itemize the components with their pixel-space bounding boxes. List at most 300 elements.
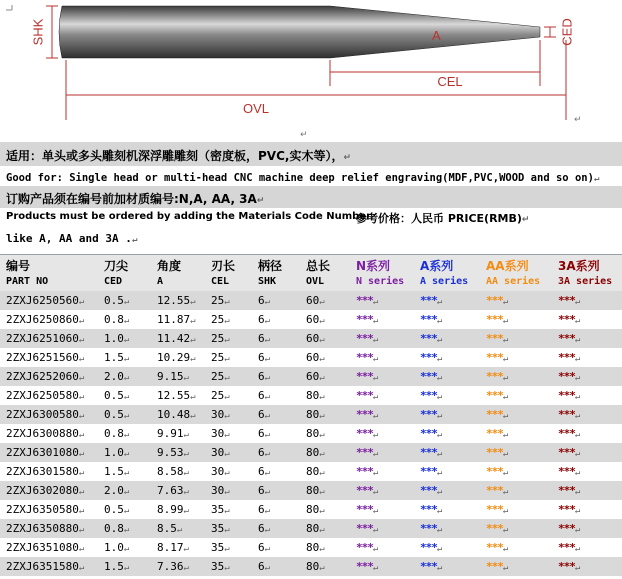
cell-ced-text: 1.5 bbox=[104, 465, 124, 478]
return-mark-icon: ↵ bbox=[436, 544, 443, 554]
cell-3a-series-price bbox=[552, 538, 622, 557]
cell-3a-series-price bbox=[552, 557, 622, 576]
return-mark-icon: ↵ bbox=[372, 335, 379, 345]
cell-shk-text: 6 bbox=[258, 408, 265, 421]
return-mark-icon: ↵ bbox=[319, 316, 325, 326]
cell-ovl-text: 60 bbox=[306, 294, 320, 307]
return-mark-icon: ↵ bbox=[78, 411, 85, 421]
return-mark-icon: ↵ bbox=[319, 563, 325, 573]
return-mark-icon: ↵ bbox=[319, 525, 325, 535]
table-row bbox=[0, 462, 622, 481]
cell-n-series-price-text: *** bbox=[356, 560, 373, 573]
return-mark-icon: ↵ bbox=[372, 468, 379, 478]
cell-aa-series-price bbox=[480, 386, 552, 405]
return-mark-icon: ↵ bbox=[190, 335, 196, 345]
cell-part-no bbox=[0, 462, 98, 481]
cell-n-series-price-text: *** bbox=[356, 370, 373, 383]
cell-angle bbox=[151, 424, 205, 443]
return-mark-icon: ↵ bbox=[436, 487, 443, 497]
cell-part-no bbox=[0, 348, 98, 367]
cell-angle-text: 8.17 bbox=[157, 541, 184, 554]
cell-3a-series-price bbox=[552, 348, 622, 367]
cell-a-series-price-text: *** bbox=[420, 522, 437, 535]
cell-part-no-text: 2ZXJ6302080 bbox=[6, 484, 79, 497]
cell-aa-series-price-text: *** bbox=[486, 351, 503, 364]
return-mark-icon: ↵ bbox=[190, 354, 196, 364]
cell-cel bbox=[205, 291, 252, 310]
return-mark-icon: ↵ bbox=[264, 392, 271, 402]
cell-shk bbox=[252, 310, 300, 329]
return-mark-icon: ↵ bbox=[123, 297, 130, 307]
return-mark-icon: ↵ bbox=[436, 449, 443, 459]
return-mark-icon: ↵ bbox=[319, 506, 325, 516]
cell-a-series-price bbox=[414, 348, 480, 367]
cell-n-series-price-text: *** bbox=[356, 408, 373, 421]
cell-3a-series-price bbox=[552, 310, 622, 329]
cell-ovl bbox=[300, 367, 350, 386]
cell-ovl bbox=[300, 519, 350, 538]
cell-angle bbox=[151, 386, 205, 405]
cell-part-no-text: 2ZXJ6300880 bbox=[6, 427, 79, 440]
ovl-label: OVL bbox=[242, 101, 270, 116]
header-ced-en: CED bbox=[104, 276, 123, 287]
cell-angle bbox=[151, 462, 205, 481]
cell-part-no bbox=[0, 329, 98, 348]
cell-a-series-price bbox=[414, 557, 480, 576]
cell-ced bbox=[98, 310, 151, 329]
return-mark-icon: ↵ bbox=[372, 354, 379, 364]
return-mark-icon: ↵ bbox=[224, 563, 230, 573]
header-ovl-cn: 总长 bbox=[306, 259, 331, 273]
cell-a-series-price-text: *** bbox=[420, 446, 437, 459]
cell-part-no bbox=[0, 424, 98, 443]
return-mark-icon: ↵ bbox=[436, 373, 443, 383]
return-mark-icon: ↵ bbox=[436, 354, 443, 364]
cell-n-series-price-text: *** bbox=[356, 522, 373, 535]
cell-a-series-price-text: *** bbox=[420, 408, 437, 421]
cell-aa-series-price-text: *** bbox=[486, 541, 503, 554]
cell-angle-text: 10.29 bbox=[157, 351, 191, 364]
cell-shk-text: 6 bbox=[258, 427, 265, 440]
return-mark-icon: ↵ bbox=[574, 354, 581, 364]
cell-aa-series-price-text: *** bbox=[486, 313, 503, 326]
return-mark-icon: ↵ bbox=[224, 544, 230, 554]
cell-shk-text: 6 bbox=[258, 465, 265, 478]
shk-dimension bbox=[46, 6, 58, 58]
cell-ced bbox=[98, 538, 151, 557]
cell-ovl bbox=[300, 329, 350, 348]
return-mark-icon: ↵ bbox=[224, 430, 230, 440]
header-aa-en: AA series bbox=[486, 276, 541, 287]
cell-ced-text: 2.0 bbox=[104, 484, 124, 497]
return-mark-icon: ↵ bbox=[319, 335, 325, 345]
cell-cel-text: 30 bbox=[211, 408, 225, 421]
cell-n-series-price bbox=[350, 386, 414, 405]
cell-aa-series-price bbox=[480, 557, 552, 576]
cell-angle bbox=[151, 291, 205, 310]
cell-aa-series-price bbox=[480, 310, 552, 329]
cell-ced-text: 1.5 bbox=[104, 351, 124, 364]
cell-3a-series-price bbox=[552, 462, 622, 481]
return-mark-icon: ↵ bbox=[372, 525, 379, 535]
cell-ovl bbox=[300, 500, 350, 519]
return-mark-icon: ↵ bbox=[190, 297, 196, 307]
cell-angle-text: 12.55 bbox=[157, 294, 191, 307]
header-shk-en: SHK bbox=[258, 276, 277, 287]
cell-a-series-price-text: *** bbox=[420, 503, 437, 516]
cell-a-series-price bbox=[414, 500, 480, 519]
return-mark-icon: ↵ bbox=[319, 487, 325, 497]
cell-part-no bbox=[0, 367, 98, 386]
cell-aa-series-price-text: *** bbox=[486, 389, 503, 402]
table-row bbox=[0, 424, 622, 443]
cell-3a-series-price bbox=[552, 481, 622, 500]
cell-3a-series-price bbox=[552, 500, 622, 519]
cell-n-series-price-text: *** bbox=[356, 446, 373, 459]
cell-angle-text: 11.42 bbox=[157, 332, 191, 345]
cell-a-series-price-text: *** bbox=[420, 541, 437, 554]
order-cn: 订购产品须在编号前加材质编号:N,A, AA, 3A↵ bbox=[6, 192, 265, 206]
cell-angle bbox=[151, 329, 205, 348]
cell-3a-series-price bbox=[552, 329, 622, 348]
cell-3a-series-price-text: *** bbox=[558, 370, 575, 383]
cell-ovl-text: 80 bbox=[306, 484, 320, 497]
return-mark-icon: ↵ bbox=[264, 297, 271, 307]
cell-a-series-price bbox=[414, 481, 480, 500]
header-a-en: A series bbox=[420, 276, 469, 287]
cell-aa-series-price-text: *** bbox=[486, 370, 503, 383]
return-mark-icon: ↵ bbox=[372, 392, 379, 402]
cell-3a-series-price bbox=[552, 367, 622, 386]
header-3a-en: 3A series bbox=[558, 276, 613, 287]
return-mark-icon: ↵ bbox=[502, 354, 509, 364]
cell-part-no bbox=[0, 481, 98, 500]
return-mark-icon: ↵ bbox=[78, 506, 85, 516]
cell-part-no bbox=[0, 405, 98, 424]
cell-angle-text: 9.53 bbox=[157, 446, 184, 459]
cell-ovl-text: 60 bbox=[306, 370, 320, 383]
cell-part-no bbox=[0, 310, 98, 329]
return-mark-icon: ↵ bbox=[372, 316, 379, 326]
return-mark-icon: ↵ bbox=[78, 392, 85, 402]
cell-a-series-price bbox=[414, 538, 480, 557]
table-row bbox=[0, 519, 622, 538]
cell-angle bbox=[151, 405, 205, 424]
cell-part-no-text: 2ZXJ6350580 bbox=[6, 503, 79, 516]
return-mark-icon: ↵ bbox=[574, 115, 582, 125]
return-mark-icon: ↵ bbox=[123, 373, 130, 383]
header-n-en: N series bbox=[356, 276, 405, 287]
header-angle-cn: 角度 bbox=[157, 259, 182, 273]
return-mark-icon: ↵ bbox=[372, 449, 379, 459]
return-mark-icon: ↵ bbox=[224, 449, 230, 459]
return-mark-icon: ↵ bbox=[502, 506, 509, 516]
header-part-cn: 编号 bbox=[6, 259, 31, 273]
cell-3a-series-price-text: *** bbox=[558, 541, 575, 554]
table-row bbox=[0, 405, 622, 424]
cell-ced bbox=[98, 386, 151, 405]
return-mark-icon: ↵ bbox=[224, 316, 230, 326]
apply-cn: 适用：单头或多头雕刻机深浮雕雕刻（密度板，PVC,实木等），↵ bbox=[6, 149, 351, 163]
cell-aa-series-price bbox=[480, 424, 552, 443]
return-mark-icon: ↵ bbox=[502, 563, 509, 573]
cell-part-no-text: 2ZXJ6350880 bbox=[6, 522, 79, 535]
cell-ced-text: 0.8 bbox=[104, 313, 124, 326]
cell-shk bbox=[252, 462, 300, 481]
return-mark-icon: ↵ bbox=[183, 449, 189, 459]
return-mark-icon: ↵ bbox=[264, 449, 271, 459]
cell-angle bbox=[151, 443, 205, 462]
header-cel-cn: 刃长 bbox=[211, 259, 236, 273]
cell-ced bbox=[98, 405, 151, 424]
cell-a-series-price bbox=[414, 291, 480, 310]
return-mark-icon: ↵ bbox=[224, 411, 230, 421]
return-mark-icon: ↵ bbox=[319, 449, 325, 459]
cell-cel-text: 35 bbox=[211, 503, 225, 516]
return-mark-icon: ↵ bbox=[123, 392, 130, 402]
return-mark-icon: ↵ bbox=[436, 392, 443, 402]
cell-ovl-text: 80 bbox=[306, 427, 320, 440]
return-mark-icon: ↵ bbox=[78, 316, 85, 326]
cell-cel-text: 35 bbox=[211, 522, 225, 535]
return-mark-icon: ↵ bbox=[574, 297, 581, 307]
return-mark-icon: ↵ bbox=[502, 411, 509, 421]
return-mark-icon: ↵ bbox=[264, 411, 271, 421]
cell-a-series-price-text: *** bbox=[420, 370, 437, 383]
cell-shk bbox=[252, 500, 300, 519]
cell-n-series-price bbox=[350, 367, 414, 386]
cell-ovl-text: 60 bbox=[306, 332, 320, 345]
cell-n-series-price-text: *** bbox=[356, 465, 373, 478]
return-mark-icon: ↵ bbox=[319, 544, 325, 554]
header-a-cn: A系列 bbox=[420, 259, 454, 273]
cell-ovl-text: 80 bbox=[306, 541, 320, 554]
table-row bbox=[0, 291, 622, 310]
cell-ovl bbox=[300, 405, 350, 424]
cell-ovl-text: 80 bbox=[306, 560, 320, 573]
cell-a-series-price bbox=[414, 329, 480, 348]
cell-cel bbox=[205, 405, 252, 424]
cell-3a-series-price-text: *** bbox=[558, 351, 575, 364]
return-mark-icon: ↵ bbox=[436, 563, 443, 573]
cell-3a-series-price-text: *** bbox=[558, 294, 575, 307]
table-row bbox=[0, 310, 622, 329]
cell-ovl bbox=[300, 557, 350, 576]
return-mark-icon: ↵ bbox=[183, 563, 189, 573]
spec-table bbox=[0, 291, 622, 576]
return-mark-icon: ↵ bbox=[183, 544, 189, 554]
return-mark-icon: ↵ bbox=[574, 411, 581, 421]
return-mark-icon: ↵ bbox=[574, 563, 581, 573]
cell-3a-series-price-text: *** bbox=[558, 332, 575, 345]
cell-angle-text: 10.48 bbox=[157, 408, 191, 421]
cell-part-no-text: 2ZXJ6300580 bbox=[6, 408, 79, 421]
angle-a-label: A bbox=[432, 28, 441, 43]
cell-aa-series-price-text: *** bbox=[486, 560, 503, 573]
table-row bbox=[0, 329, 622, 348]
cell-angle bbox=[151, 310, 205, 329]
cell-angle-text: 9.91 bbox=[157, 427, 184, 440]
return-mark-icon: ↵ bbox=[372, 563, 379, 573]
cell-n-series-price-text: *** bbox=[356, 294, 373, 307]
cell-cel-text: 30 bbox=[211, 427, 225, 440]
cell-shk-text: 6 bbox=[258, 560, 265, 573]
cell-3a-series-price bbox=[552, 519, 622, 538]
return-mark-icon: ↵ bbox=[224, 373, 230, 383]
cell-cel bbox=[205, 481, 252, 500]
cell-ced-text: 1.0 bbox=[104, 446, 124, 459]
return-mark-icon: ↵ bbox=[264, 354, 271, 364]
cell-ced bbox=[98, 481, 151, 500]
cell-cel bbox=[205, 310, 252, 329]
return-mark-icon: ↵ bbox=[574, 449, 581, 459]
return-mark-icon: ↵ bbox=[224, 506, 230, 516]
cell-aa-series-price-text: *** bbox=[486, 503, 503, 516]
cell-part-no bbox=[0, 291, 98, 310]
cell-ovl bbox=[300, 386, 350, 405]
return-mark-icon: ↵ bbox=[78, 487, 85, 497]
cell-ced-text: 0.8 bbox=[104, 522, 124, 535]
cell-a-series-price bbox=[414, 424, 480, 443]
return-mark-icon: ↵ bbox=[264, 468, 271, 478]
return-mark-icon: ↵ bbox=[319, 411, 325, 421]
return-mark-icon: ↵ bbox=[502, 392, 509, 402]
cell-angle bbox=[151, 519, 205, 538]
cell-cel-text: 35 bbox=[211, 541, 225, 554]
cell-aa-series-price-text: *** bbox=[486, 408, 503, 421]
cell-ovl-text: 80 bbox=[306, 389, 320, 402]
cell-n-series-price bbox=[350, 557, 414, 576]
cell-a-series-price bbox=[414, 405, 480, 424]
cell-part-no-text: 2ZXJ6250580 bbox=[6, 389, 79, 402]
cell-aa-series-price bbox=[480, 462, 552, 481]
cell-aa-series-price-text: *** bbox=[486, 465, 503, 478]
return-mark-icon: ↵ bbox=[78, 335, 85, 345]
cell-cel bbox=[205, 386, 252, 405]
cell-cel-text: 25 bbox=[211, 332, 225, 345]
header-ovl-en: OVL bbox=[306, 276, 325, 287]
return-mark-icon: ↵ bbox=[264, 335, 271, 345]
cell-3a-series-price-text: *** bbox=[558, 446, 575, 459]
cell-ced-text: 0.5 bbox=[104, 408, 124, 421]
cell-ced bbox=[98, 557, 151, 576]
cell-cel-text: 30 bbox=[211, 465, 225, 478]
cell-n-series-price bbox=[350, 443, 414, 462]
return-mark-icon: ↵ bbox=[372, 487, 379, 497]
cell-3a-series-price-text: *** bbox=[558, 408, 575, 421]
header-aa-cn: AA系列 bbox=[486, 259, 529, 273]
return-mark-icon: ↵ bbox=[264, 373, 271, 383]
cell-part-no-text: 2ZXJ6351580 bbox=[6, 560, 79, 573]
cell-ced-text: 1.5 bbox=[104, 560, 124, 573]
cell-shk-text: 6 bbox=[258, 389, 265, 402]
cell-ced-text: 0.5 bbox=[104, 294, 124, 307]
return-mark-icon: ↵ bbox=[190, 316, 196, 326]
return-mark-icon: ↵ bbox=[436, 316, 443, 326]
return-mark-icon: ↵ bbox=[123, 487, 130, 497]
cell-ced bbox=[98, 462, 151, 481]
table-row bbox=[0, 500, 622, 519]
return-mark-icon: ↵ bbox=[436, 335, 443, 345]
cell-n-series-price bbox=[350, 538, 414, 557]
cell-ovl-text: 80 bbox=[306, 522, 320, 535]
cell-aa-series-price-text: *** bbox=[486, 294, 503, 307]
return-mark-icon: ↵ bbox=[574, 392, 581, 402]
cell-a-series-price-text: *** bbox=[420, 389, 437, 402]
spec-table-body bbox=[0, 291, 622, 576]
cell-angle bbox=[151, 481, 205, 500]
cell-n-series-price bbox=[350, 519, 414, 538]
cell-aa-series-price-text: *** bbox=[486, 522, 503, 535]
return-mark-icon: ↵ bbox=[176, 525, 183, 535]
cell-cel bbox=[205, 519, 252, 538]
cell-shk-text: 6 bbox=[258, 351, 265, 364]
cell-cel bbox=[205, 462, 252, 481]
return-mark-icon: ↵ bbox=[123, 335, 130, 345]
ced-dimension bbox=[544, 27, 556, 37]
cell-aa-series-price bbox=[480, 291, 552, 310]
cell-3a-series-price bbox=[552, 443, 622, 462]
cell-n-series-price-text: *** bbox=[356, 541, 373, 554]
cell-part-no-text: 2ZXJ6252060 bbox=[6, 370, 79, 383]
cell-a-series-price bbox=[414, 386, 480, 405]
cell-shk bbox=[252, 329, 300, 348]
cell-ovl-text: 60 bbox=[306, 351, 320, 364]
header-angle-en: A bbox=[157, 276, 164, 287]
return-mark-icon: ↵ bbox=[123, 449, 130, 459]
cell-ced bbox=[98, 519, 151, 538]
cell-a-series-price bbox=[414, 310, 480, 329]
cell-ovl-text: 80 bbox=[306, 446, 320, 459]
return-mark-icon: ↵ bbox=[574, 544, 581, 554]
return-mark-icon: ↵ bbox=[372, 373, 379, 383]
cell-3a-series-price-text: *** bbox=[558, 484, 575, 497]
cell-n-series-price-text: *** bbox=[356, 503, 373, 516]
return-mark-icon: ↵ bbox=[319, 430, 325, 440]
return-mark-icon: ↵ bbox=[372, 297, 379, 307]
cell-shk bbox=[252, 405, 300, 424]
return-mark-icon: ↵ bbox=[436, 506, 443, 516]
cell-n-series-price bbox=[350, 405, 414, 424]
return-mark-icon: ↵ bbox=[224, 335, 230, 345]
return-mark-icon: ↵ bbox=[319, 392, 325, 402]
cell-cel-text: 25 bbox=[211, 389, 225, 402]
header-ced-cn: 刀尖 bbox=[104, 259, 129, 273]
return-mark-icon: ↵ bbox=[123, 525, 130, 535]
cell-aa-series-price-text: *** bbox=[486, 446, 503, 459]
return-mark-icon: ↵ bbox=[78, 468, 85, 478]
header-cel-en: CEL bbox=[211, 276, 230, 287]
cell-3a-series-price-text: *** bbox=[558, 389, 575, 402]
cell-ovl bbox=[300, 443, 350, 462]
cell-cel bbox=[205, 424, 252, 443]
return-mark-icon: ↵ bbox=[574, 468, 581, 478]
cell-part-no bbox=[0, 538, 98, 557]
return-mark-icon: ↵ bbox=[319, 354, 325, 364]
cell-angle bbox=[151, 557, 205, 576]
shk-label: SHK bbox=[30, 18, 46, 46]
cell-shk bbox=[252, 291, 300, 310]
cell-a-series-price bbox=[414, 462, 480, 481]
return-mark-icon: ↵ bbox=[78, 525, 85, 535]
cell-a-series-price bbox=[414, 367, 480, 386]
cell-cel bbox=[205, 538, 252, 557]
return-mark-icon: ↵ bbox=[436, 411, 443, 421]
return-mark-icon: ↵ bbox=[372, 544, 379, 554]
cel-label: CEL bbox=[437, 74, 463, 89]
return-mark-icon: ↵ bbox=[264, 563, 271, 573]
return-mark-icon: ↵ bbox=[123, 563, 130, 573]
